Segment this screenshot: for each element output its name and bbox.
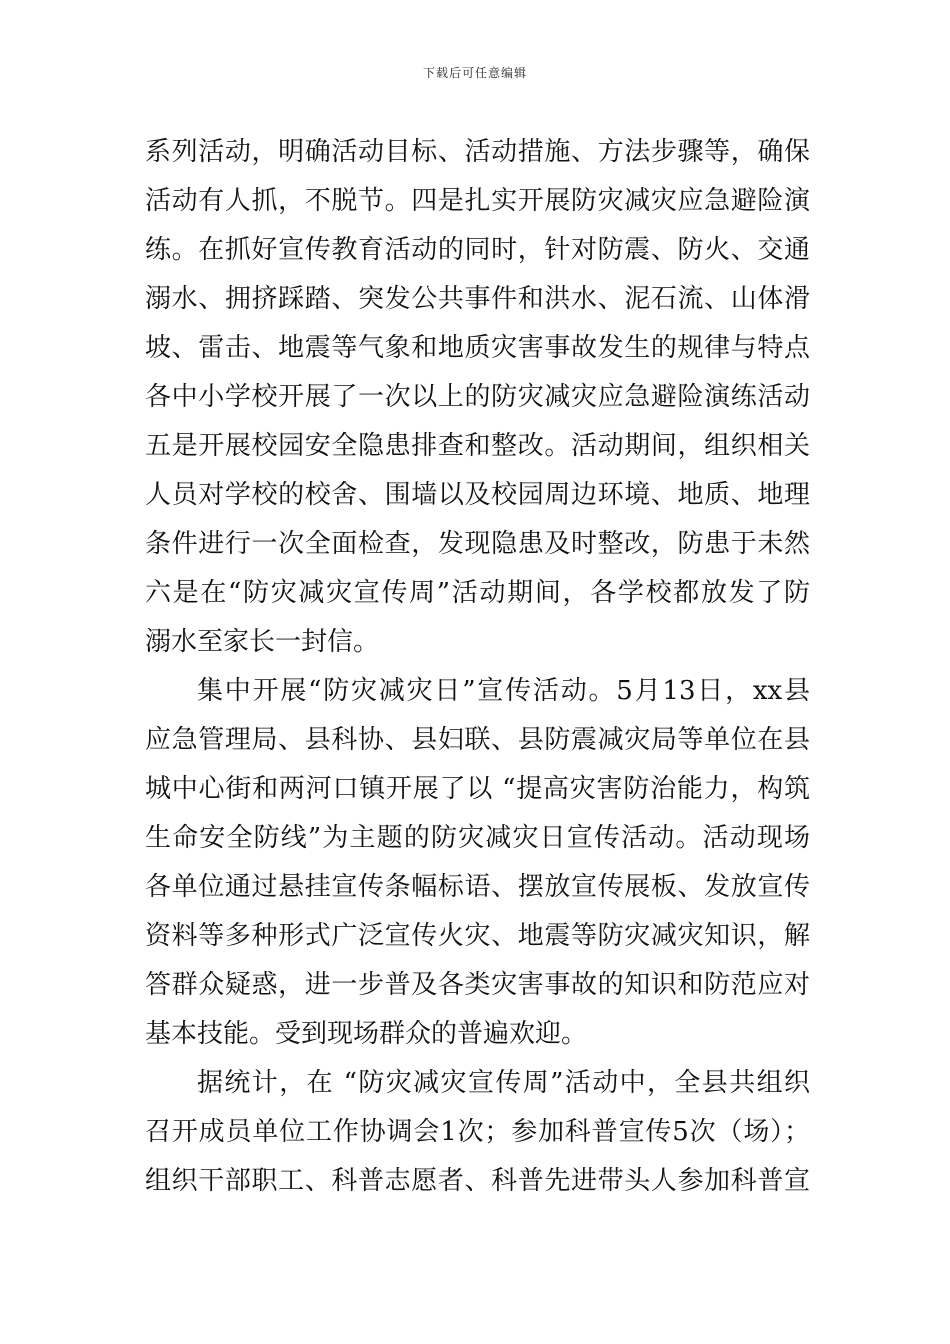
text-line: 练。在抓好宣传教育活动的同时，针对防震、防火、交通 [145, 235, 810, 265]
text-line: 人员对学校的校舍、围墙以及校园周边环境、地质、地理 [145, 480, 810, 510]
text-line: 城中心街和两河口镇开展了以 “提高灾害防治能力，构筑 [145, 774, 810, 804]
text-line: 应急管理局、县科协、县妇联、县防震减灾局等单位在县 [145, 725, 810, 755]
text-line: 资料等多种形式广泛宣传火灾、地震等防灾减灾知识，解 [145, 921, 810, 951]
text-line: 答群众疑惑，进一步普及各类灾害事故的知识和防范应对 [145, 970, 810, 1000]
text-line: 五是开展校园安全隐患排查和整改。活动期间，组织相关 [145, 431, 810, 461]
text-line: 活动有人抓，不脱节。四是扎实开展防灾减灾应急避险演 [145, 186, 810, 216]
page-header-note: 下载后可任意编辑 [422, 66, 527, 80]
text-line-paragraph-end: 基本技能。受到现场群众的普遍欢迎。 [145, 1019, 588, 1049]
document-body [145, 128, 810, 1206]
text-line: 召开成员单位工作协调会1次；参加科普宣传5次（场）； [145, 1117, 810, 1147]
text-line: 生命安全防线”为主题的防灾减灾日宣传活动。活动现场 [145, 823, 810, 853]
text-line: 条件进行一次全面检查，发现隐患及时整改，防患于未然 [145, 529, 810, 559]
text-line: 六是在“防灾减灾宣传周”活动期间，各学校都放发了防 [145, 578, 810, 608]
text-line: 坡、雷击、地震等气象和地质灾害事故发生的规律与特点 [145, 333, 810, 363]
text-line: 组织干部职工、科普志愿者、科普先进带头人参加科普宣 [145, 1166, 810, 1196]
text-line: 各单位通过悬挂宣传条幅标语、摆放宣传展板、发放宣传 [145, 872, 810, 902]
text-line: 各中小学校开展了一次以上的防灾减灾应急避险演练活动 [145, 382, 810, 412]
text-line-paragraph-end: 溺水至家长一封信。 [145, 627, 380, 657]
text-line: 溺水、拥挤踩踏、突发公共事件和洪水、泥石流、山体滑 [145, 284, 810, 314]
text-line-paragraph-start: 据统计，在 “防灾减灾宣传周”活动中，全县共组织 [197, 1068, 810, 1098]
text-line: 系列活动，明确活动目标、活动措施、方法步骤等，确保 [145, 137, 810, 167]
text-line-paragraph-start: 集中开展“防灾减灾日”宣传活动。5月13日，xx县 [197, 676, 810, 706]
